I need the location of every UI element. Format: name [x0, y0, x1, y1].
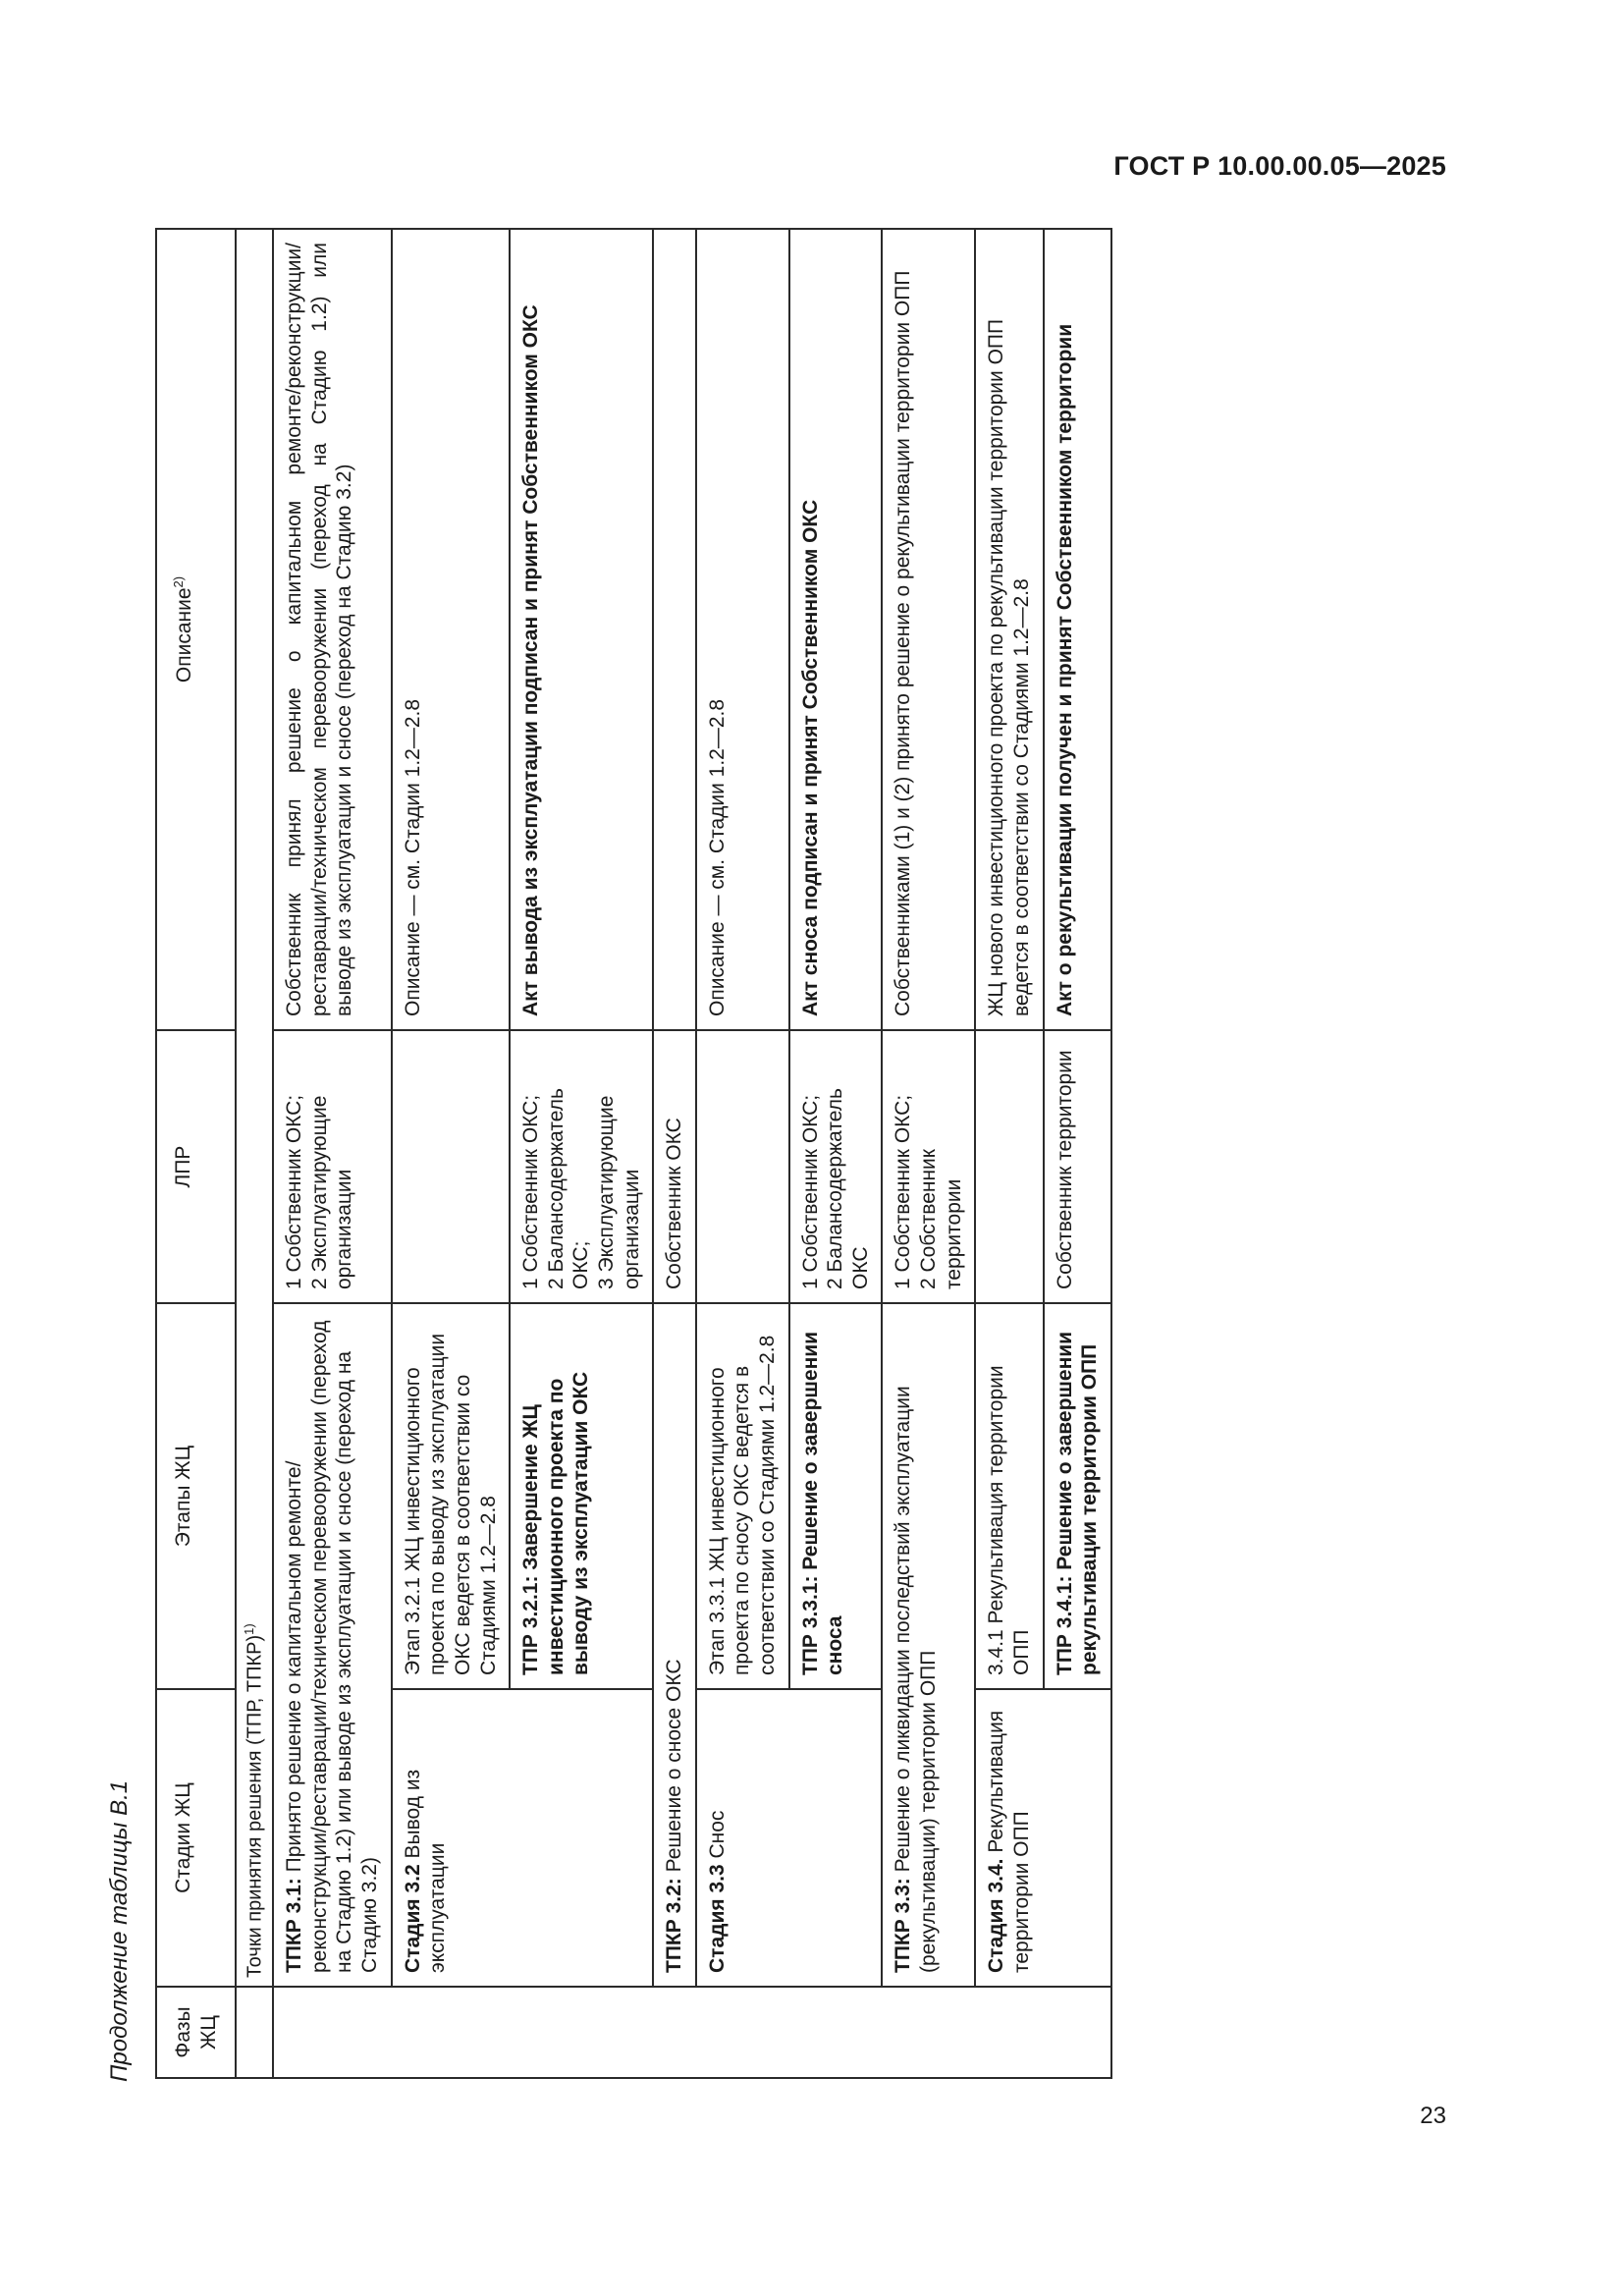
- rotated-table-container: [155, 230, 1378, 2079]
- tpkr-3-1-desc: Собственник принял решение о капитальном ремонте/реконструкции/реставрации/техническом перевооружении (переход на Стадию 1.2) или выводе из эксплуатации и сносе (переход на Стадию 3.2): [273, 229, 391, 1030]
- tpkr-3-3-desc: Собственниками (1) и (2) принято решение о рекультивации территории ОПП: [882, 229, 975, 1030]
- decision-points-label: Точки принятия решения (ТПР, ТПКР)$^{1)}$: [236, 229, 273, 1987]
- col-stages: Стадии ЖЦ: [156, 1689, 236, 1987]
- tpr-3-4-1: ТПР 3.4.1: Решение о завершении рекультивации территории ОПП: [1044, 1303, 1111, 1689]
- tpr-3-2-1: ТПР 3.2.1: Завершение ЖЦ инвестиционного проекта по выводу из эксплуатации ОКС: [510, 1303, 653, 1689]
- step-3-3-1-desc: Описание — см. Стадии 1.2—2.8: [696, 229, 789, 1030]
- tpr-3-2-1-lpr: 1 Собственник ОКС; 2 Балансодержатель ОКС; 3 Эксплуатирующие организации: [510, 1030, 653, 1303]
- table-caption: Продолжение таблицы В.1: [106, 1779, 133, 2082]
- step-3-3-1: Этап 3.3.1 ЖЦ инвестиционного проекта по сносу ОКС ведется в соответствии со Стадиями 1.2—2.8: [696, 1303, 789, 1689]
- document-number: ГОСТ Р 10.00.00.05—2025: [1113, 151, 1446, 181]
- stage-3-3-cell: Стадия 3.3 Снос: [696, 1689, 883, 1987]
- tpkr-3-2-cell: ТПКР 3.2: Решение о сносе ОКС: [653, 1303, 696, 1987]
- tpkr-3-2-lpr: Собственник ОКС: [653, 1030, 696, 1303]
- table-row: [392, 229, 510, 2078]
- tpkr-3-3-lpr: 1 Собственник ОКС; 2 Собственник территории: [882, 1030, 975, 1303]
- decision-points-row: [236, 229, 273, 2078]
- col-lpr: ЛПР: [156, 1030, 236, 1303]
- table-row: [653, 229, 696, 2078]
- tpr-3-3-1-lpr: 1 Собственник ОКС; 2 Балансодержатель ОКС: [789, 1030, 883, 1303]
- step-3-4-1-desc: ЖЦ нового инвестиционного проекта по рекультивации территории ОПП ведется в соответствии со Стадиями 1.2—2.8: [975, 229, 1043, 1030]
- table-row: [273, 229, 391, 2078]
- tpr-3-2-1-desc: Акт вывода из эксплуатации подписан и принят Собственником ОКС: [510, 229, 653, 1030]
- col-phases: Фазы ЖЦ: [156, 1987, 236, 2078]
- tpr-3-4-1-lpr: Собственник территории: [1044, 1030, 1111, 1303]
- stage-3-2-cell: Стадия 3.2 Вывод из эксплуатации: [392, 1689, 653, 1987]
- tpkr-3-3-cell: ТПКР 3.3: Решение о ликвидации последствий эксплуатации (рекультивации) территории ОПП: [882, 1303, 975, 1987]
- table-header-row: [156, 229, 236, 2078]
- col-description: Описание$^{2)}$: [156, 229, 236, 1030]
- tpr-3-3-1: ТПР 3.3.1: Решение о завершении сноса: [789, 1303, 883, 1689]
- tpkr-3-1-lpr: 1 Собственник ОКС; 2 Эксплуатирующие организации: [273, 1030, 391, 1303]
- step-3-4-1: 3.4.1 Рекультивация территории ОПП: [975, 1303, 1043, 1689]
- lifecycle-table: [155, 228, 1112, 2079]
- col-steps: Этапы ЖЦ: [156, 1303, 236, 1689]
- step-3-2-1: Этап 3.2.1 ЖЦ инвестиционного проекта по выводу из эксплуатации ОКС ведется в соответствии со Стадиями 1.2—2.8: [392, 1303, 510, 1689]
- tpr-3-4-1-desc: Акт о рекультивации получен и принят Собственником территории: [1044, 229, 1111, 1030]
- phase-cell: [273, 1987, 1110, 2078]
- table-row: [975, 229, 1043, 2078]
- page-number: 23: [1420, 2103, 1446, 2129]
- tpkr-3-1-cell: ТПКР 3.1: Принято решение о капитальном ремонте/реконструкции/реставрации/техническом перевооружении (переход на Стадию 1.2) или выводе из эксплуатации и сносе (переход на Стадию 3.2): [273, 1303, 391, 1987]
- stage-3-4-cell: Стадия 3.4. Рекультивация территории ОПП: [975, 1689, 1110, 1987]
- table-row: [882, 229, 975, 2078]
- step-3-2-1-desc: Описание — см. Стадии 1.2—2.8: [392, 229, 510, 1030]
- tpr-3-3-1-desc: Акт сноса подписан и принят Собственником ОКС: [789, 229, 883, 1030]
- table-row: [696, 229, 789, 2078]
